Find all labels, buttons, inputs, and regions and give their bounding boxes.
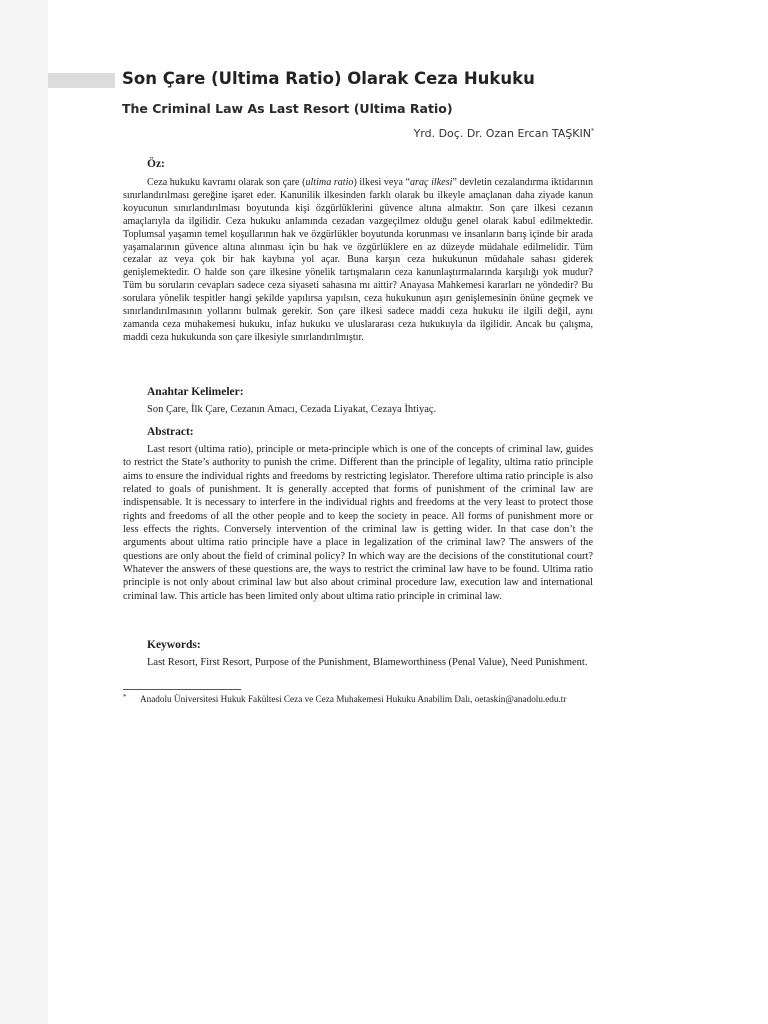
oz-paragraph xyxy=(123,177,593,345)
keywords-heading: Keywords: xyxy=(147,639,201,651)
author-footnote-mark: * xyxy=(591,127,594,135)
article-subtitle: The Criminal Law As Last Resort (Ultima Ratio) xyxy=(122,101,453,116)
footnote-text: Anadolu Üniversitesi Hukuk Fakültesi Ceza ve Ceza Muhakemesi Hukuku Anabilim Dalı, oetaskin@anadolu.edu.tr xyxy=(140,694,567,704)
footnote-mark: * xyxy=(123,693,127,701)
author-line xyxy=(414,127,594,140)
abstract-paragraph: Last resort (ultima ratio), principle or meta-principle which is one of the concepts of criminal law, guides to restrict the State’s authority to punish the crime. Different than the principle of legality, ultima ratio principle aims to ensure the individual rights and freedoms by restricting legislator. Therefore ultima ratio principle is also related to goals of punishment. It is generally accepted that forms of punishment of the criminal law are indispensable. It is necessary to interfere in the individual rights and freedoms at the very least to protect those rights and freedoms of all the other people and to keep the society in peace. All forms of punishment more or less effects the rights. Conversely intervention of the criminal law is getting wider. In that case don’t the arguments about ultima ratio principle have a place in legalization of the criminal law? The answers of the questions are only about the field of criminal policy? In which way are the decisions of the constitutional court? Whatever the answers of these questions are, the ways to restrict the criminal law have to be found. Ultima ratio principle is not only about criminal law but also about criminal procedure law, execution law and international criminal law. This article has been limited only about ultima ratio principle in criminal law. xyxy=(123,444,593,602)
oz-text-part2: ) ilkesi veya “ xyxy=(353,177,410,188)
oz-text-italic1: ultima ratio xyxy=(305,177,354,188)
abstract-heading: Abstract: xyxy=(147,426,194,438)
oz-text-part1: Ceza hukuku kavramı olarak son çare ( xyxy=(147,177,306,188)
author-name: Yrd. Doç. Dr. Ozan Ercan TAŞKIN xyxy=(413,127,591,140)
document-page xyxy=(48,0,768,1024)
oz-heading: Öz: xyxy=(147,158,165,170)
anahtar-kelimeler-text: Son Çare, İlk Çare, Cezanın Amacı, Cezada Liyakat, Cezaya İhtiyaç. xyxy=(147,404,437,415)
keywords-text: Last Resort, First Resort, Purpose of the Punishment, Blameworthiness (Penal Value), Need Punishment. xyxy=(147,657,588,668)
article-title: Son Çare (Ultima Ratio) Olarak Ceza Hukuku xyxy=(122,69,535,88)
anahtar-kelimeler-heading: Anahtar Kelimeler: xyxy=(147,386,244,398)
footnote xyxy=(123,693,593,706)
oz-text-part3: ” devletin cezalandırma iktidarının sınırlandırılması gereğine işaret eder. Kanunilik ilkesinden farklı olarak bu ilkeyle amaçlanan daha ziyade kanun koyucunun sınırlandırılması boyutunda kişi özgürlüklerini güvence altına almaktır. Son çare ilkesi cezanın amaçlarıyla da ilgilidir. Ceza hukuku anlamında cezadan vazgeçilmez olduğu genel olarak kabul edilmektedir. Toplumsal yaşamın temel koşullarının hak ve özgürlükler boyutunda korunması ve insanların barış içinde bir arada yaşamalarının güvence altına alınması için bu hak ve özgürlüklere en az düzeyde müdahale edilmelidir. Tüm cezalar az veya çok bir hak kaybına yol açar. Buna karşın ceza hukukunun müdahale sahası giderek genişlemektedir. O halde son çare ilkesine yönelik tartışmaların ceza kanunlaştırmalarında karşılığı yok mudur? Tüm bu soruların cevapları sadece ceza siyaseti sahasına mı aittir? Anayasa Mahkemesi kararları ne yöndedir? Bu sorulara yönelik tespitler hangi şekilde yapılırsa yapılsın, ceza hukukunun aşırı genişlemesinin önüne geçmek ve sınırlandırılmasının yollarını bulmak gerekir. Son çare ilkesi sadece maddi ceza hukuku ile ilgili değil, aynı zamanda ceza muhakemesi hukuku, infaz hukuku ve uluslararası ceza hukukuyla da ilgilidir. Ancak bu çalışma, maddi ceza hukukunda son çare ilkesiyle sınırlandırılmıştır. xyxy=(123,177,593,343)
footnote-rule xyxy=(123,689,241,690)
section-marker-bar xyxy=(48,73,115,88)
oz-text-italic2: araç ilkesi xyxy=(410,177,453,188)
